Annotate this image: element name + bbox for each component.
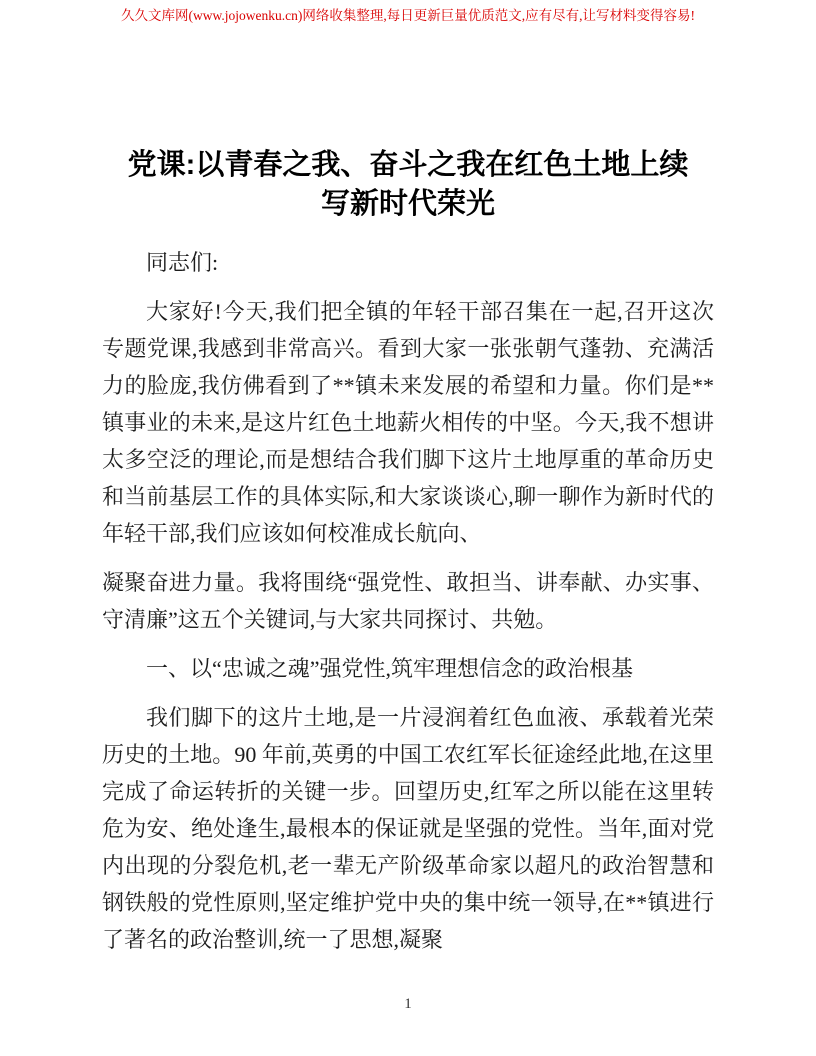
salutation: 同志们: xyxy=(146,250,219,275)
paragraph-continuation: 凝聚奋进力量。我将围绕“强党性、敢担当、讲奉献、办实事、守清廉”这五个关键词,与大家共同探讨、共勉。 xyxy=(102,570,714,632)
paragraph: 我们脚下的这片土地,是一片浸润着红色血液、承载着光荣历史的土地。90 年前,英勇的中国工农红军长征途经此地,在这里完成了命运转折的关键一步。回望历史,红军之所以能在这里转危为安、绝处逢生,最根本的保证就是坚强的党性。当年,面对党内出现的分裂危机,老一辈无产阶级革命家以超凡的政治智慧和钢铁般的党性原则,坚定维护党中央的集中统一领导,在**镇进行了著名的政治整训,统一了思想,凝聚 xyxy=(102,705,714,952)
paragraph: 大家好!今天,我们把全镇的年轻干部召集在一起,召开这次专题党课,我感到非常高兴。看到大家一张张朝气蓬勃、充满活力的脸庞,我仿佛看到了**镇未来发展的希望和力量。你们是**镇事业的未来,是这片红色土地薪火相传的中坚。今天,我不想讲太多空泛的理论,而是想结合我们脚下这片土地厚重的革命历史和当前基层工作的具体实际,和大家谈谈心,聊一聊作为新时代的年轻干部,我们应该如何校准成长航向、 xyxy=(102,299,714,546)
document-title xyxy=(88,0,728,224)
title-line-2: 写新时代荣光 xyxy=(320,188,495,220)
title-line-1: 党课:以青春之我、奋斗之我在红色土地上续 xyxy=(127,149,689,181)
watermark-header-text: 久久文库网(www.jojowenku.cn)网络收集整理,每日更新巨量优质范文,应有尽有,让写材料变得容易! xyxy=(121,8,695,23)
document-body xyxy=(0,224,816,958)
section-heading: 一、以“忠诚之魂”强党性,筑牢理想信念的政治根基 xyxy=(146,656,634,681)
page-number: 1 xyxy=(404,996,412,1012)
